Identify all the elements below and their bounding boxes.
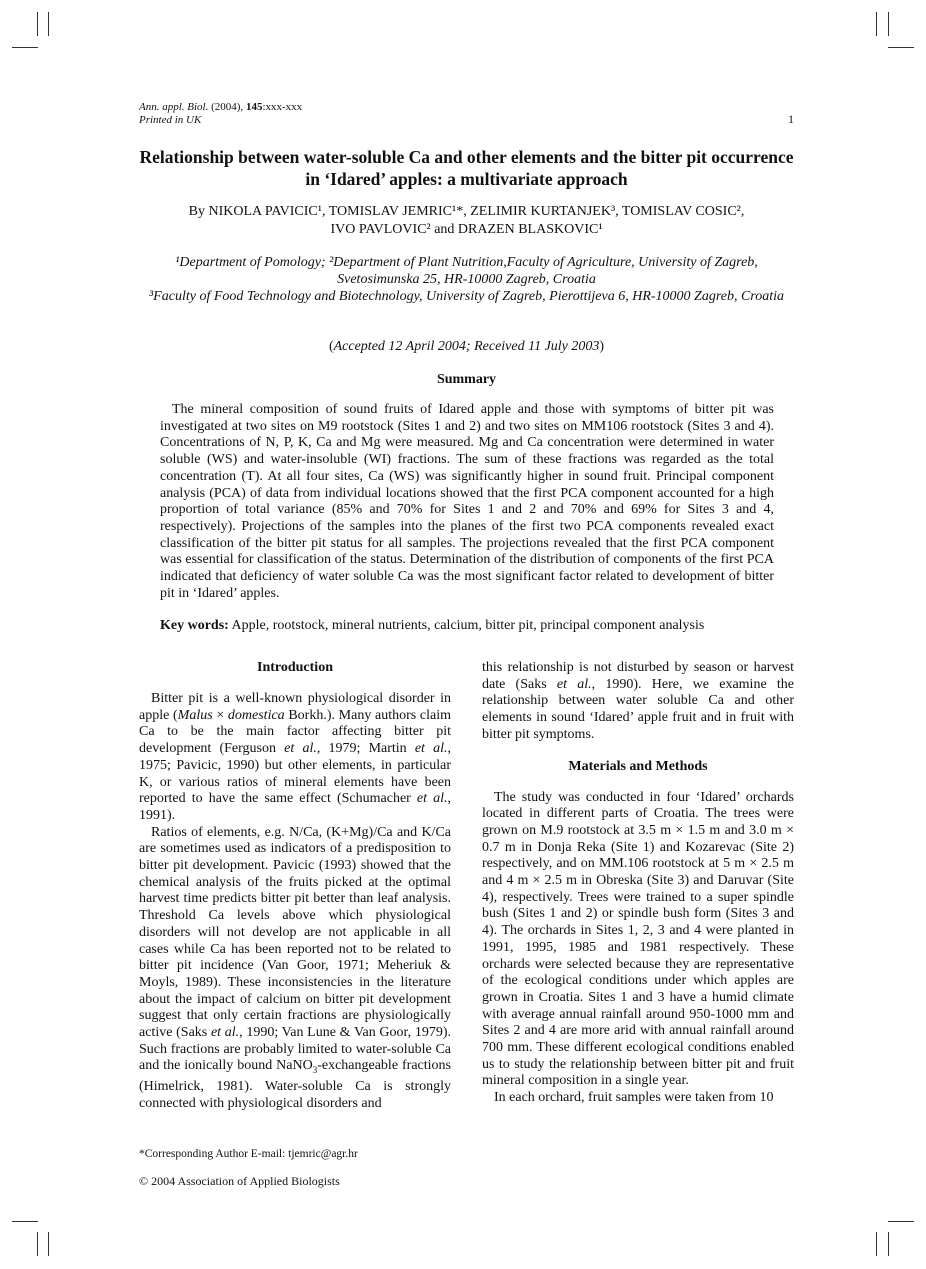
journal-pages: :xxx-xxx: [262, 101, 303, 113]
intro-paragraph-1: Bitter pit is a well-known physiological disorder in apple (Malus × domestica Borkh.). Many authors claim Ca to be the main factor affecting bitter pit development (Ferguson et al., 1979; Martin et al., 1975; Pavicic, 1990) but other elements, in particular K, or various ratios of mineral elements have been reported to have the same effect (Schumacher et al., 1991).: [139, 691, 452, 823]
journal-header: [139, 101, 302, 127]
keywords-text: Apple, rootstock, mineral nutrients, calcium, bitter pit, principal component analysis: [228, 618, 705, 633]
crop-mark: [888, 12, 889, 36]
summary-heading: Summary: [436, 372, 497, 387]
keywords-label: Key words:: [160, 618, 229, 633]
crop-mark: [37, 1232, 38, 1256]
keywords: [160, 617, 774, 635]
crop-mark: [888, 47, 914, 48]
journal-volume: 145: [245, 101, 263, 113]
affiliation-1: ¹Department of Pomology; ²Department of Plant Nutrition,Faculty of Agriculture, University of Zagreb, Svetosimunska 25, HR-10000 Zagreb, Croatia: [175, 255, 758, 287]
affiliations: [139, 254, 794, 305]
author-list: [139, 203, 794, 239]
journal-name: Ann. appl. Biol.: [139, 101, 209, 113]
crop-mark: [888, 1232, 889, 1256]
crop-mark: [48, 1232, 49, 1256]
crop-mark: [876, 1232, 877, 1256]
intro-paragraph-2: Ratios of elements, e.g. N/Ca, (K+Mg)/Ca and K/Ca are sometimes used as indicators of a predisposition to bitter pit development. Pavicic (1993) showed that the chemical analysis of the fruits picked at the optimal harvest time predicts bitter pit better than leaf analysis. Threshold Ca levels above which physiological disorders will not develop are not applicable in all cases while Ca has been reported not to be related to bitter pit incidence (Van Goor, 1971; Meheriuk & Moyls, 1989). These inconsistencies in the literature about the impact of calcium on bitter pit development suggest that only certain fractions are physiologically active (Saks et al., 1990; Van Lune & Van Goor, 1979). Such fractions are probably limited to water-soluble Ca and the ionically bound NaNO$_3$-exchangeable fractions (Himelrick, 1981). Water-soluble Ca is strongly connected with physiological disorders and: [139, 824, 451, 1111]
corresponding-author-footnote: *Corresponding Author E-mail: tjemric@agr.hr: [139, 1148, 358, 1160]
right-column: [482, 660, 794, 1107]
introduction-heading: Introduction: [257, 660, 333, 675]
paper-title: Relationship between water-soluble Ca and other elements and the bitter pit occurrence in ‘Idared’ apples: a multivariate approach: [139, 147, 794, 189]
methods-paragraph-1: The study was conducted in four ‘Idared’ orchards located in different parts of Croatia. The trees were grown on M.9 rootstock at 3.5 m × 1.5 m and 3.0 m × 0.7 m in Donja Reka (Site 1) and Kozarevac (Site 2) respectively, and on MM.106 rootstock at 5 m × 2.5 m and 4 m × 2.5 m in Obreska (Site 3) and Daruvar (Site 4), respectively. Trees were trained to a super spindle bush (Sites 1 and 2) or spindle bush form (Sites 3 and 4). The orchards in Sites 1, 2, 3 and 4 were planted in 1991, 1995, 1985 and 1981 respectively. These orchards were selected because they are representative of the ecological conditions under which apples are grown in Croatia. Sites 1 and 3 have a humid climate with average annual rainfall around 950-1000 mm and Sites 2 and 4 are more arid with annual rainfall around 700 mm. These different ecological conditions enabled us to study the relationship between bitter pit and fruit mineral composition in a single year.: [482, 789, 794, 1089]
page-number: 1: [788, 112, 794, 126]
methods-paragraph-2: In each orchard, fruit samples were taken from 10: [494, 1090, 774, 1106]
crop-mark: [12, 47, 38, 48]
crop-mark: [12, 1221, 38, 1222]
crop-mark: [37, 12, 38, 36]
summary-text: The mineral composition of sound fruits of Idared apple and those with symptoms of bitter pit was investigated at two sites on M9 rootstock (Sites 1 and 2) and two sites on MM106 rootstock (Sites 3 and 4). Concentrations of N, P, K, Ca and Mg were measured. Mg and Ca concentration were determined in water soluble (WS) and water-insoluble (WI) fractions. The sum of these fractions was regarded as the total concentration (T). At all four sites, Ca (WS) was significantly higher in sound fruit. Principal component analysis (PCA) of data from individual locations showed that the first PCA component accounted for a high proportion of total variance (85% and 70% for Sites 1 and 2 and 70% and 69% for Sites 3 and 4, respectively). Projections of the samples into the planes of the first two PCA components revealed exact classification of the bitter pit status for all samples. The projections revealed that the first PCA component was essential for classification of the status. Determination of the distribution of components of the first PCA indicated that deficiency of water soluble Ca was the most significant factor related to development of bitter pit in ‘Idared’ apples.: [160, 402, 774, 601]
accepted-line: (Accepted 12 April 2004; Received 11 July 2003): [328, 339, 605, 354]
methods-heading: Materials and Methods: [568, 758, 708, 774]
authors-line-2: IVO PAVLOVIC² and DRAZEN BLASKOVIC¹: [330, 222, 603, 237]
journal-year: (2004),: [211, 101, 244, 113]
copyright-notice: © 2004 Association of Applied Biologists: [139, 1174, 340, 1188]
authors-line-1: By NIKOLA PAVICIC¹, TOMISLAV JEMRIC¹*, ZELIMIR KURTANJEK³, TOMISLAV COSIC²,: [188, 204, 745, 219]
left-column: [139, 659, 451, 1112]
printed-in: Printed in UK: [139, 114, 202, 126]
crop-mark: [888, 1221, 914, 1222]
crop-mark: [876, 12, 877, 36]
affiliation-2: ³Faculty of Food Technology and Biotechnology, University of Zagreb, Pierottijeva 6, HR-10000 Zagreb, Croatia: [148, 289, 785, 304]
intro-continuation: this relationship is not disturbed by season or harvest date (Saks et al., 1990). Here, we examine the relationship between water soluble Ca and other elements in sound ‘Idared’ apple fruit and in fruit with bitter pit symptoms.: [482, 660, 794, 742]
crop-mark: [48, 12, 49, 36]
accepted-dates: Accepted 12 April 2004; Received 11 July 2003: [333, 339, 600, 354]
